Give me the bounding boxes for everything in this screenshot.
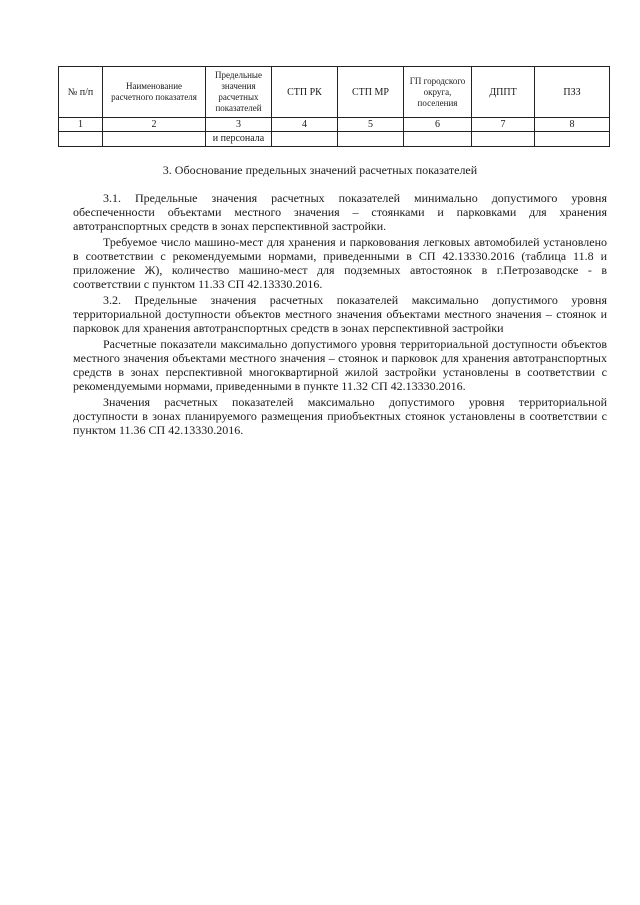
table-cell — [535, 132, 610, 147]
table-header-row — [59, 67, 610, 118]
parameters-table — [58, 66, 610, 147]
table-cell: 7 — [472, 118, 535, 132]
table-cell: 6 — [404, 118, 472, 132]
paragraph-accessibility-indicators: Расчетные показатели максимально допустимого уровня территориальной доступности объектов местного значения объектами местного значения – стоянок и парковок для хранения автотранспортных средств в зонах перспективной многоквартирной жилой застройки установлены в соответствии с рекомендуемыми нормами, приведенными в пункте 11.32 СП 42.13330.2016. — [73, 337, 607, 393]
table-row — [59, 118, 610, 132]
table-cell — [404, 132, 472, 147]
header-indicator-name: Наименование расчетного показателя — [103, 67, 206, 118]
header-number: № п/п — [59, 67, 103, 118]
header-dppt: ДППТ — [472, 67, 535, 118]
paragraph-parking-requirements: Требуемое число машино-мест для хранения и парковования легковых автомобилей установлено в соответствии с рекомендуемыми нормами, приведенными в СП 42.13330.2016 (таблица 11.8 и приложение Ж), количество машино-мест для подземных автостоянок в г.Петрозаводске - в соответствии с пунктом 11.33 СП 42.13330.2016. — [73, 235, 607, 291]
table-cell: 3 — [206, 118, 272, 132]
table-cell — [103, 132, 206, 147]
table-cell — [472, 132, 535, 147]
table-cell: 8 — [535, 118, 610, 132]
table-cell: и персонала — [206, 132, 272, 147]
table-row — [59, 132, 610, 147]
table-cell — [59, 132, 103, 147]
header-stp-mr: СТП МР — [338, 67, 404, 118]
table-cell: 1 — [59, 118, 103, 132]
section-title: 3. Обоснование предельных значений расчетных показателей — [162, 163, 478, 177]
paragraph-3-2: 3.2. Предельные значения расчетных показателей максимально допустимого уровня территориальной доступности объектов местного значения объектами местного значения – стоянок и парковок для хранения автотранспортных средств в зонах перспективной застройки — [73, 293, 607, 335]
table-cell: 4 — [272, 118, 338, 132]
section-body — [73, 191, 607, 439]
table-cell: 2 — [103, 118, 206, 132]
header-stp-rk: СТП РК — [272, 67, 338, 118]
table-cell — [272, 132, 338, 147]
paragraph-onsite-parking: Значения расчетных показателей максимально допустимого уровня территориальной доступности в зонах планируемого размещения приобъектных стоянок установлены в соответствии с пунктом 11.36 СП 42.13330.2016. — [73, 395, 607, 437]
table-cell: 5 — [338, 118, 404, 132]
paragraph-3-1: 3.1. Предельные значения расчетных показателей минимально допустимого уровня обеспеченности объектами местного значения – стоянками и парковками для хранения автотранспортных средств в зонах перспективной застройки. — [73, 191, 607, 233]
header-limit-values: Предельные значения расчетных показателей — [206, 67, 272, 118]
header-gp: ГП городского округа, поселения — [404, 67, 472, 118]
header-pzz: ПЗЗ — [535, 67, 610, 118]
table-cell — [338, 132, 404, 147]
